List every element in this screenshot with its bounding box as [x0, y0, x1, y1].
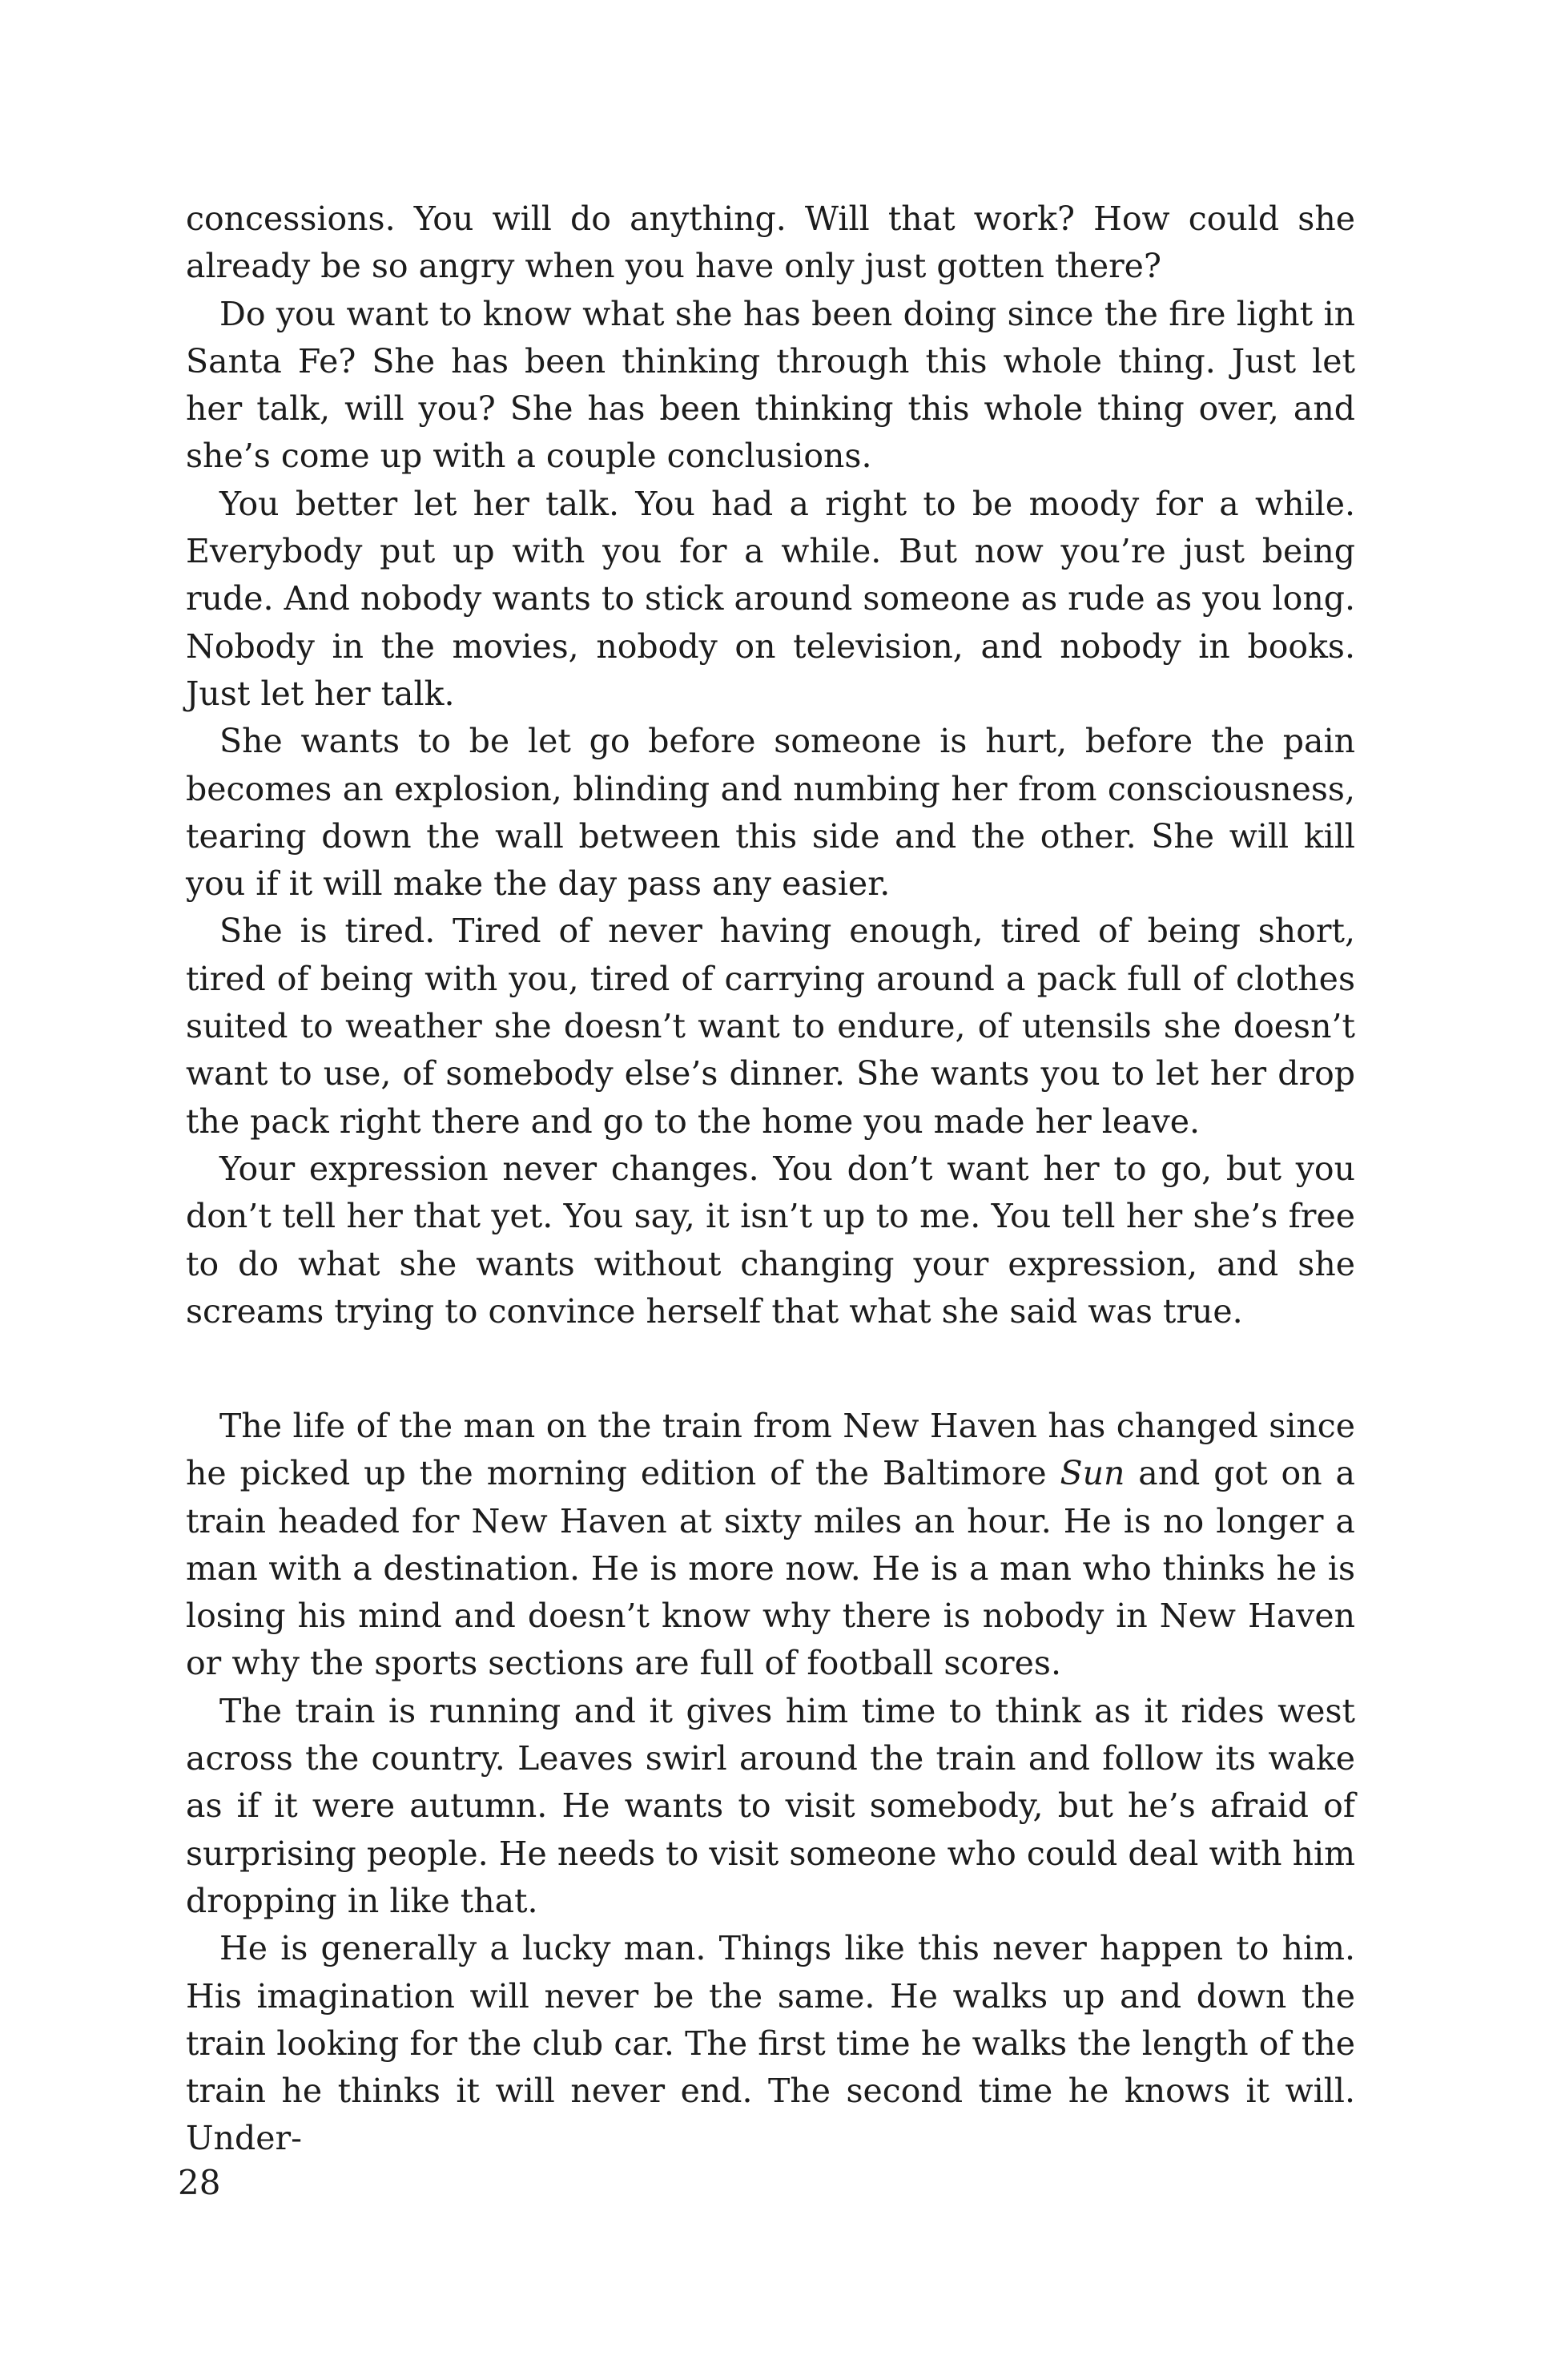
- paragraph: You better let her talk. You had a right to be moody for a while. Everybody put up with you for a while. But now you’re just being rude. And nobody wants to stick around someone as rude as you long. Nobody in the movies, nobody on television, and nobody in books. Just let her talk.: [186, 484, 1355, 713]
- newspaper-title: Sun: [1060, 1454, 1125, 1493]
- paragraph: Do you want to know what she has been doing since the fire light in Santa Fe? She has been thinking through this whole thing. Just let her talk, will you? She has been thinking this whole thing over, and she’s come up with a couple conclusions.: [186, 294, 1355, 476]
- paragraph: Your expression never changes. You don’t want her to go, but you don’t tell her that yet. You say, it isn’t up to me. You tell her she’s free to do what she wants without changing your expression, and she screams trying to convince herself that what she said was true.: [186, 1149, 1355, 1331]
- section-2: [186, 1403, 1355, 2163]
- paragraph: [186, 1403, 1355, 1688]
- paragraph: He is generally a lucky man. Things like this never happen to him. His imagination will never be the same. He walks up and down the train looking for the club car. The first time he walks the length of the train he thinks it will never end. The second time he knows it will. Under-: [186, 1929, 1355, 2158]
- paragraph: The train is running and it gives him time to think as it rides west across the country. Leaves swirl around the train and follow its wake as if it were autumn. He wants to visit somebody, but he’s afraid of surprising people. He needs to visit someone who could deal with him dropping in like that.: [186, 1691, 1355, 1920]
- page-number: 28: [178, 2163, 221, 2202]
- paragraph: concessions. You will do anything. Will that work? How could she already be so angry when you have only just gotten there?: [186, 199, 1355, 286]
- section-1: [186, 195, 1355, 1335]
- paragraph-text: The life of the man on the train from New Haven has changed since he picked up the morning edition of the Baltimore: [186, 1407, 1355, 1493]
- paragraph: She is tired. Tired of never having enough, tired of being short, tired of being with you, tired of carrying around a pack full of clothes suited to weather she doesn’t want to endure, of utensils she doesn’t want to use, of somebody else’s dinner. She wants you to let her drop the pack right there and go to the home you made her leave.: [186, 912, 1355, 1141]
- paragraph-text: and got on a train headed for New Haven at sixty miles an hour. He is no longer a man with a destination. He is more now. He is a man who thinks he is losing his mind and doesn’t know why there is nobody in New Haven or why the sports sections are full of football scores.: [186, 1454, 1355, 1683]
- paragraph: She wants to be let go before someone is hurt, before the pain becomes an explosion, blinding and numbing her from consciousness, tearing down the wall between this side and the other. She will kill you if it will make the day pass any easier.: [186, 722, 1355, 904]
